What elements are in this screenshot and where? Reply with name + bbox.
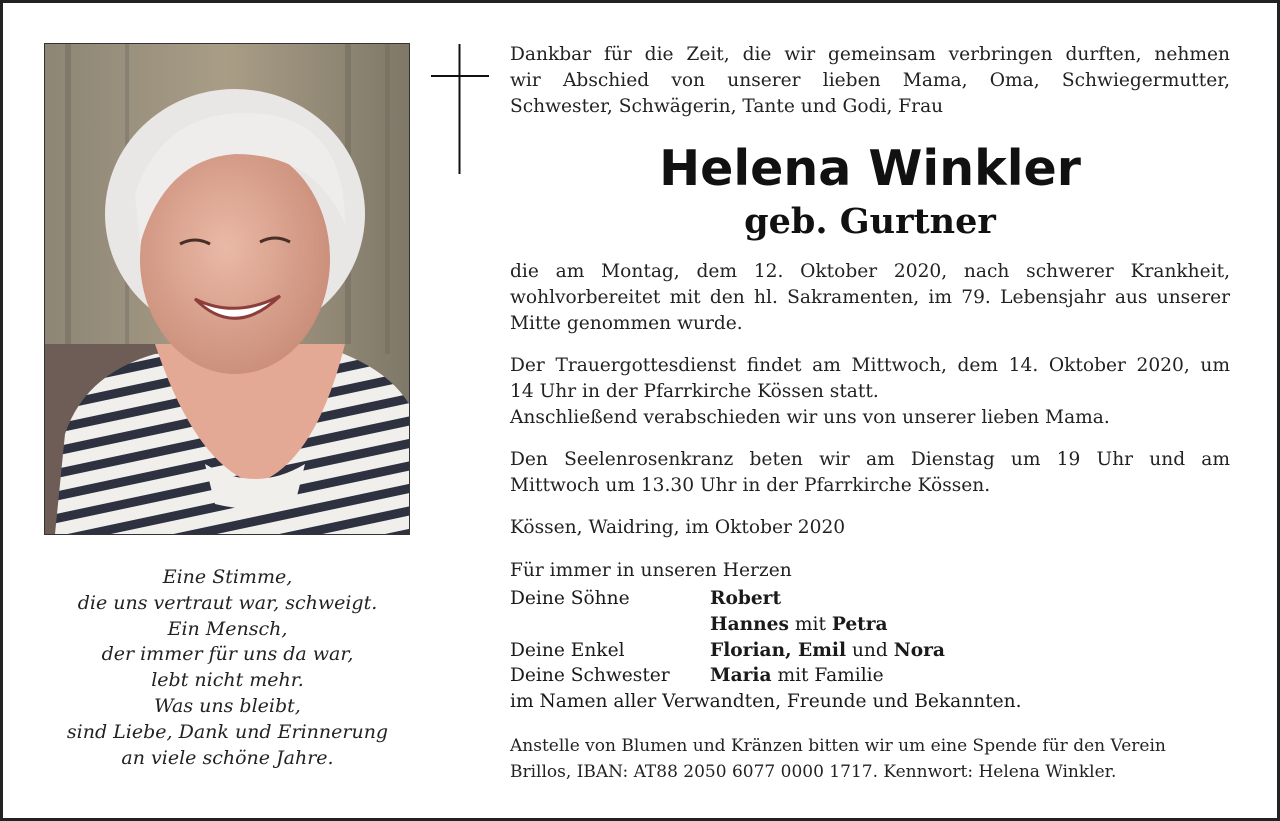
forever-line: Für immer in unseren Herzen <box>510 560 792 581</box>
death-notice-line: Mitte genommen wurde. <box>510 312 743 334</box>
rosary-line: Den Seelenrosenkranz beten wir am Dienstag um 19 Uhr und am <box>510 449 1230 470</box>
death-notice-line: wohlvorbereitet mit den hl. Sakramenten, im 79. Lebensjahr aus unserer <box>510 286 1230 308</box>
rosary-info <box>510 447 1230 499</box>
maiden-name: geb. Gurtner <box>744 201 996 242</box>
portrait-photo <box>44 43 410 535</box>
funeral-line: Anschließend verabschieden wir uns von unserer lieben Mama. <box>510 406 1110 428</box>
donation-line: Anstelle von Blumen und Kränzen bitten wir um eine Spende für den Verein <box>510 736 1166 756</box>
rosary-line: Mittwoch um 13.30 Uhr in der Pfarrkirche Kössen. <box>510 474 991 496</box>
poem-line: Was uns bleibt, <box>154 694 301 717</box>
deceased-name: Helena Winkler <box>659 140 1081 197</box>
funeral-line: Der Trauergottesdienst findet am Mittwoch, dem 14. Oktober 2020, um <box>510 355 1230 376</box>
intro-line: wir Abschied von unserer lieben Mama, Oma, Schwiegermutter, <box>510 69 1230 91</box>
intro-line: Dankbar für die Zeit, die wir gemeinsam verbringen durften, nehmen <box>510 44 1230 65</box>
grandchildren-names: Florian, Emil <box>710 639 847 661</box>
and-word: und <box>851 639 888 661</box>
son-name: Robert <box>710 588 782 609</box>
poem <box>40 565 415 771</box>
partner-name: Petra <box>831 613 888 635</box>
family-row-sons-2 <box>510 612 1022 638</box>
poem-line: Eine Stimme, <box>162 566 293 588</box>
donation-info <box>510 733 1230 785</box>
poem-line: an viele schöne Jahre. <box>121 746 334 769</box>
family-row-grandchildren <box>510 638 1022 664</box>
with-word: mit <box>794 613 826 635</box>
intro-text <box>510 42 1230 119</box>
poem-line: sind Liebe, Dank und Erinnerung <box>66 720 389 743</box>
relatives-line <box>510 689 1022 715</box>
poem-line: lebt nicht mehr. <box>151 669 304 692</box>
family-row-sister <box>510 663 1022 689</box>
death-notice <box>510 259 1230 336</box>
cross-icon <box>431 44 489 174</box>
sons-label: Deine Söhne <box>510 588 630 609</box>
sister-label: Deine Schwester <box>510 665 670 687</box>
intro-line: Schwester, Schwägerin, Tante und Godi, Frau <box>510 95 944 117</box>
death-notice-line: die am Montag, dem 12. Oktober 2020, nach schwerer Krankheit, <box>510 261 1230 282</box>
family-list <box>510 586 1022 715</box>
grandchild-name: Nora <box>893 639 945 661</box>
family-row-sons <box>510 586 1022 612</box>
grandchildren-label: Deine Enkel <box>510 639 625 661</box>
relatives-text: im Namen aller Verwandten, Freunde und Bekannten. <box>510 691 1022 713</box>
place-date: Kössen, Waidring, im Oktober 2020 <box>510 517 846 538</box>
sister-with: mit Familie <box>777 665 884 687</box>
funeral-info <box>510 353 1230 430</box>
sister-name: Maria <box>710 665 772 687</box>
poem-line: Ein Mensch, <box>167 617 288 640</box>
funeral-line: 14 Uhr in der Pfarrkirche Kössen statt. <box>510 380 879 402</box>
poem-line: die uns vertraut war, schweigt. <box>77 591 378 614</box>
son-name: Hannes <box>710 613 789 635</box>
poem-line: der immer für uns da war, <box>101 643 354 666</box>
donation-line: Brillos, IBAN: AT88 2050 6077 0000 1717. Kennwort: Helena Winkler. <box>510 762 1117 782</box>
